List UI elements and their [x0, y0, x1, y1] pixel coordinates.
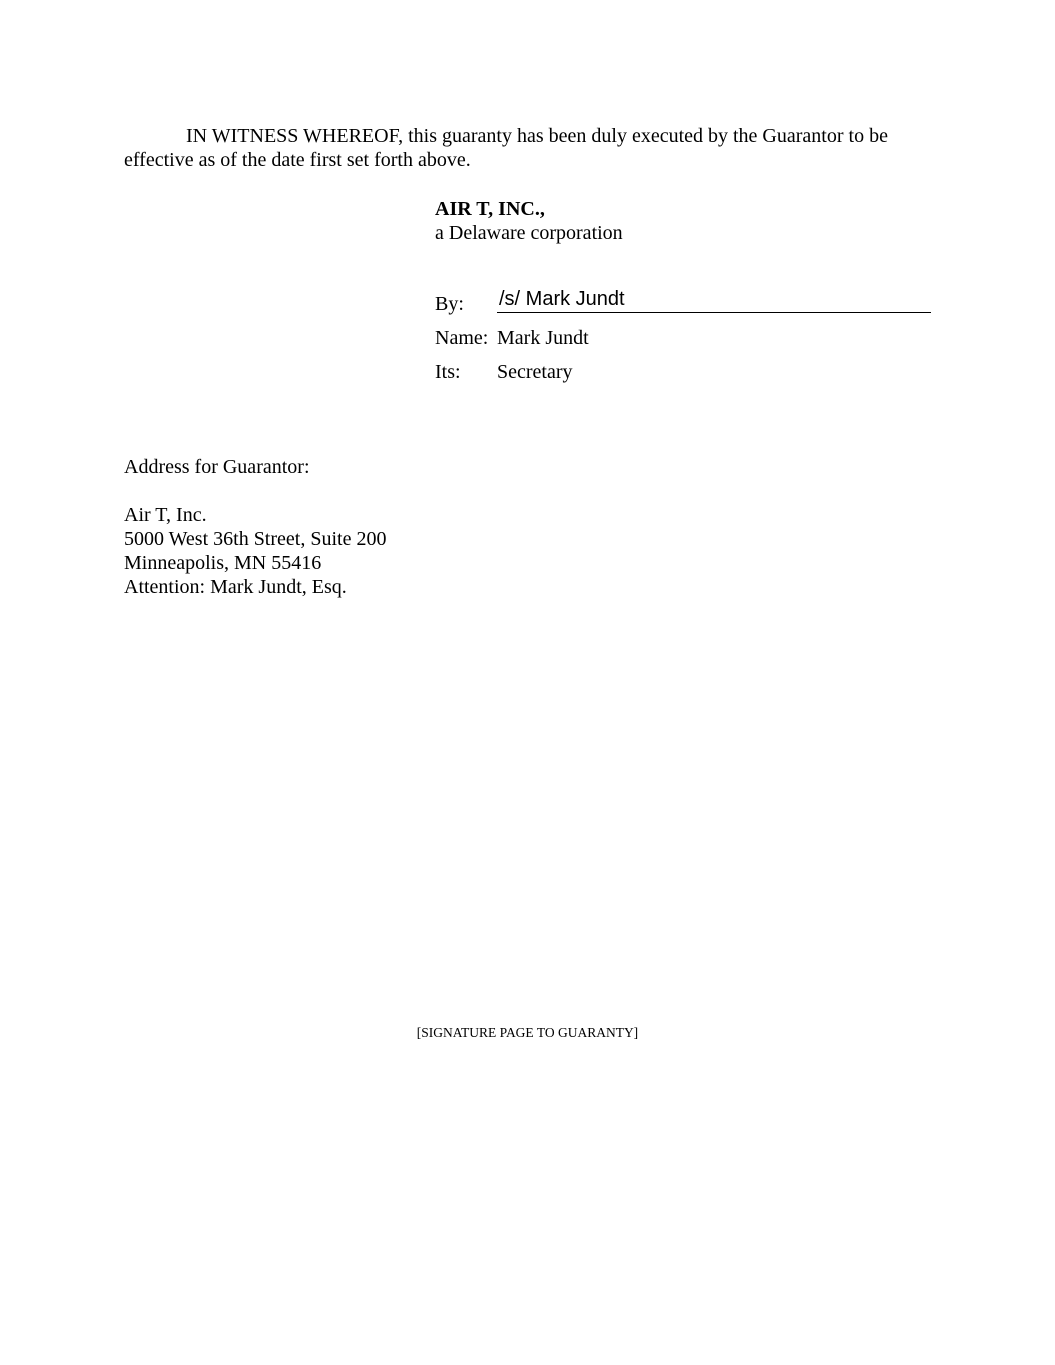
- address-line-city: Minneapolis, MN 55416: [124, 552, 322, 574]
- witness-line-2: effective as of the date first set forth above.: [124, 149, 471, 171]
- address-line-company: Air T, Inc.: [124, 504, 207, 526]
- by-label: By:: [435, 293, 464, 315]
- page-footer-caption: [SIGNATURE PAGE TO GUARANTY]: [416, 1025, 639, 1040]
- witness-line-1: [124, 124, 931, 148]
- address-line-street: 5000 West 36th Street, Suite 200: [124, 528, 387, 550]
- address-heading: Address for Guarantor:: [124, 456, 310, 478]
- address-block: [124, 503, 386, 599]
- company-description: a Delaware corporation: [435, 222, 623, 244]
- its-label: Its:: [435, 361, 461, 383]
- its-value: Secretary: [497, 361, 573, 383]
- signature-line: [497, 312, 931, 313]
- name-label: Name:: [435, 327, 489, 349]
- address-line-attention: Attention: Mark Jundt, Esq.: [124, 576, 347, 598]
- name-value: Mark Jundt: [497, 327, 589, 349]
- witness-line-1-text: IN WITNESS WHEREOF, this guaranty has been duly executed by the Guarantor to be: [186, 125, 888, 147]
- company-name: AIR T, INC.,: [435, 198, 545, 220]
- signature: /s/ Mark Jundt: [499, 288, 625, 310]
- witness-paragraph: [124, 124, 931, 172]
